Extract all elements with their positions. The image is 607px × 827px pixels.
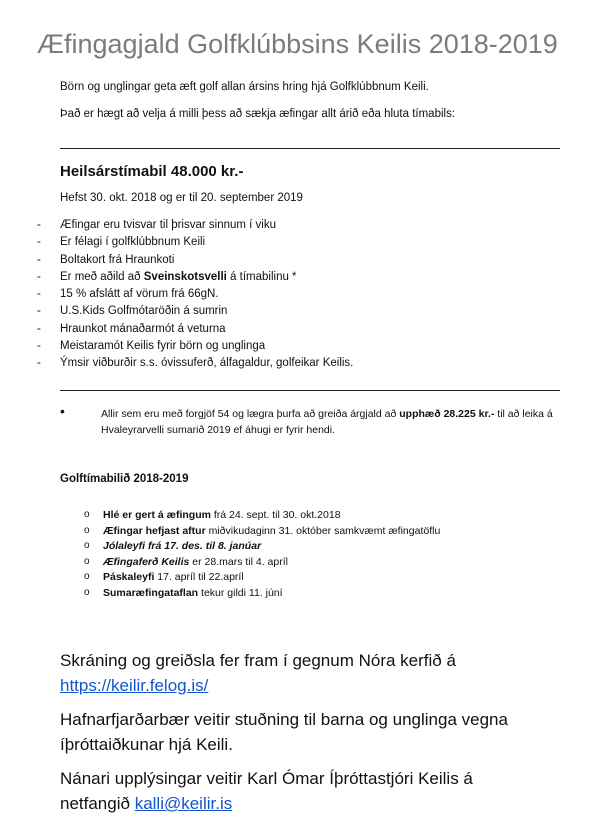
circle-bullet-icon: o bbox=[84, 571, 90, 582]
support-text: Hafnarfjarðarbær veitir stuðning til barna og unglinga vegna íþróttaiðkunar hjá Keili. bbox=[60, 710, 508, 754]
info-text: Nánari upplýsingar veitir Karl Ómar Íþróttastjóri Keilis á netfangið kalli@keilir.is bbox=[60, 769, 473, 813]
document-title: Æfingagjald Golfklúbbsins Keilis 2018-2019 bbox=[37, 29, 558, 59]
fee-note-text: Allir sem eru með forgjöf 54 og lægra þurfa að greiða árgjald að upphæð 28.225 kr.- til að leika á Hvaleyrarvelli sumarið 2019 ef áhugi er fyrir hendi. bbox=[101, 408, 553, 436]
circle-bullet-icon: o bbox=[84, 509, 90, 520]
divider-top bbox=[60, 148, 560, 149]
circle-bullet-icon: o bbox=[84, 586, 90, 598]
period-heading: Golftímabilið 2018-2019 bbox=[60, 473, 189, 485]
bullet-icon: • bbox=[60, 403, 65, 419]
intro-line-2: Það er hægt að velja á milli þess að sækja æfingar allt árið eða hluta tímabils: bbox=[60, 108, 456, 120]
season-heading: Heilsárstímabil 48.000 kr.- bbox=[60, 163, 244, 180]
circle-bullet-icon: o bbox=[84, 555, 90, 567]
email-link[interactable]: kalli@keilir.is bbox=[134, 794, 233, 813]
circle-bullet-icon: o bbox=[84, 524, 90, 536]
intro-line-1: Börn og unglingar geta æft golf allan ársins hring hjá Golfklúbbnum Keili. bbox=[60, 81, 429, 93]
document-page: Æfingagjald Golfklúbbsins Keilis 2018-2019 Börn og unglingar geta æft golf allan ársins hring hjá Golfklúbbnum Keili. Það er hægt að velja á milli þess að sækja æfingar allt árið eða hluta tímabils: Heilsárstímabil 48.000 kr.- Hefst 30. okt. 2018 og er til 20. september 2019 - Æfingar eru tvisvar til þrisvar sinnum í viku - Er félagi í golfklúbbnum Keili - Boltakort frá Hraunkoti - Er með aðild að Sveinskotsvelli á tímabilinu * - 15 % afslátt af vörum frá 66gN. - U.S.Kids Golfmótaröðin á sumrin - Hraunkot mánaðarmót á veturna - Meistaramót Keilis fyrir börn og unglinga - Ýmsir viðburðir s.s. óvissuferð, álfagaldur, golfeikar Keilis. • Allir sem eru með forgjöf 54 og lægra þurfa að greiða árgjald að upphæð 28.225 kr.- til að leika á Hvaleyrarvelli sumarið 2019 ef áhugi er fyrir hendi. Golftímabilið 2018-2019 o Hlé er gert á æfingum frá 24. sept. til 30. okt.2018 o Æfingar hefjast aftur miðvikudaginn 31. október samkvæmt æfingatöflu o Jólaleyfi frá 17. des. til 8. janúar o Æfingaferð Keilis er 28.mars til 4. apríl o Páskaleyfi 17. apríl til 22.apríl o Sumaræfingataflan tekur gildi 11. júní Skráning og greiðsla fer fram í gegnum Nóra kerfið á https://keilir.felog.is/ Hafnarfjarðarbær veitir stuðning til barna og unglinga vegna íþróttaiðkunar hjá Keili. Nánari upplýsingar veitir Karl Ómar Íþróttastjóri Keilis á netfangið kalli@keilir.is bbox=[0, 0, 607, 827]
season-dates: Hefst 30. okt. 2018 og er til 20. september 2019 bbox=[60, 192, 303, 204]
registration-text: Skráning og greiðsla fer fram í gegnum Nóra kerfið á https://keilir.felog.is/ bbox=[60, 651, 456, 695]
registration-link[interactable]: https://keilir.felog.is/ bbox=[60, 676, 209, 695]
divider-middle bbox=[60, 390, 560, 391]
circle-bullet-icon: o bbox=[84, 540, 90, 551]
